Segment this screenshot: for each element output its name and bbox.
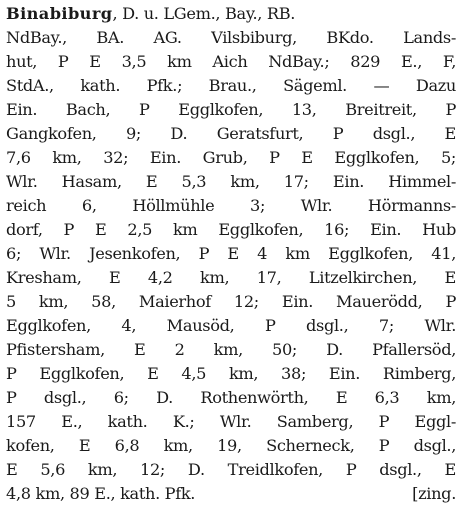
entry-line-6: Gangkofen, 9; D. Geratsfurt, P dsgl., E xyxy=(6,124,456,143)
entry-line-8: Wlr. Hasam, E 5,3 km, 17; Ein. Himmel- xyxy=(6,172,456,191)
entry-line-16: P Egglkofen, E 4,5 km, 38; Ein. Rimberg, xyxy=(6,364,456,383)
entry-line-7: 7,6 km, 32; Ein. Grub, P E Egglkofen, 5; xyxy=(6,148,456,167)
entry-line-9: reich 6, Höllmühle 3; Wlr. Hörmanns- xyxy=(6,196,456,215)
carryover-fragment: [zing. xyxy=(412,484,456,503)
entry-line-5: Ein. Bach, P Egglkofen, 13, Breitreit, P xyxy=(6,100,456,119)
entry-line-3: hut, P E 3,5 km Aich NdBay.; 829 E., F, xyxy=(6,52,456,71)
entry-line-14: Egglkofen, 4, Mausöd, P dsgl., 7; Wlr. xyxy=(6,316,456,335)
entry-line-15: Pfistersham, E 2 km, 50; D. Pfallersöd, xyxy=(6,340,456,359)
entry-line-21 xyxy=(6,482,456,506)
entry-line-17: P dsgl., 6; D. Rothenwörth, E 6,3 km, xyxy=(6,388,456,407)
entry-line-19: kofen, E 6,8 km, 19, Scherneck, P dsgl., xyxy=(6,436,456,455)
entry-headword: Binabiburg xyxy=(6,4,113,23)
entry-line-12: Kresham, E 4,2 km, 17, Litzelkirchen, E xyxy=(6,268,456,287)
entry-last-line-text: 4,8 km, 89 E., kath. Pfk. xyxy=(6,484,196,503)
entry-line-18: 157 E., kath. K.; Wlr. Samberg, P Eggl- xyxy=(6,412,456,431)
entry-line-10: dorf, P E 2,5 km Egglkofen, 16; Ein. Hub xyxy=(6,220,456,239)
entry-line-1 xyxy=(6,2,456,26)
entry-line-2: NdBay., BA. AG. Vilsbiburg, BKdo. Lands- xyxy=(6,28,456,47)
entry-line-4: StdA., kath. Pfk.; Brau., Sägeml. — Dazu xyxy=(6,76,456,95)
entry-line-20: E 5,6 km, 12; D. Treidlkofen, P dsgl., E xyxy=(6,460,456,479)
entry-line-13: 5 km, 58, Maierhof 12; Ein. Mauerödd, P xyxy=(6,292,456,311)
entry-line-11: 6; Wlr. Jesenkofen, P E 4 km Egglkofen, 41, xyxy=(6,244,456,263)
entry-line-1-text: , D. u. LGem., Bay., RB. xyxy=(112,4,296,23)
gazetteer-entry xyxy=(6,2,456,506)
